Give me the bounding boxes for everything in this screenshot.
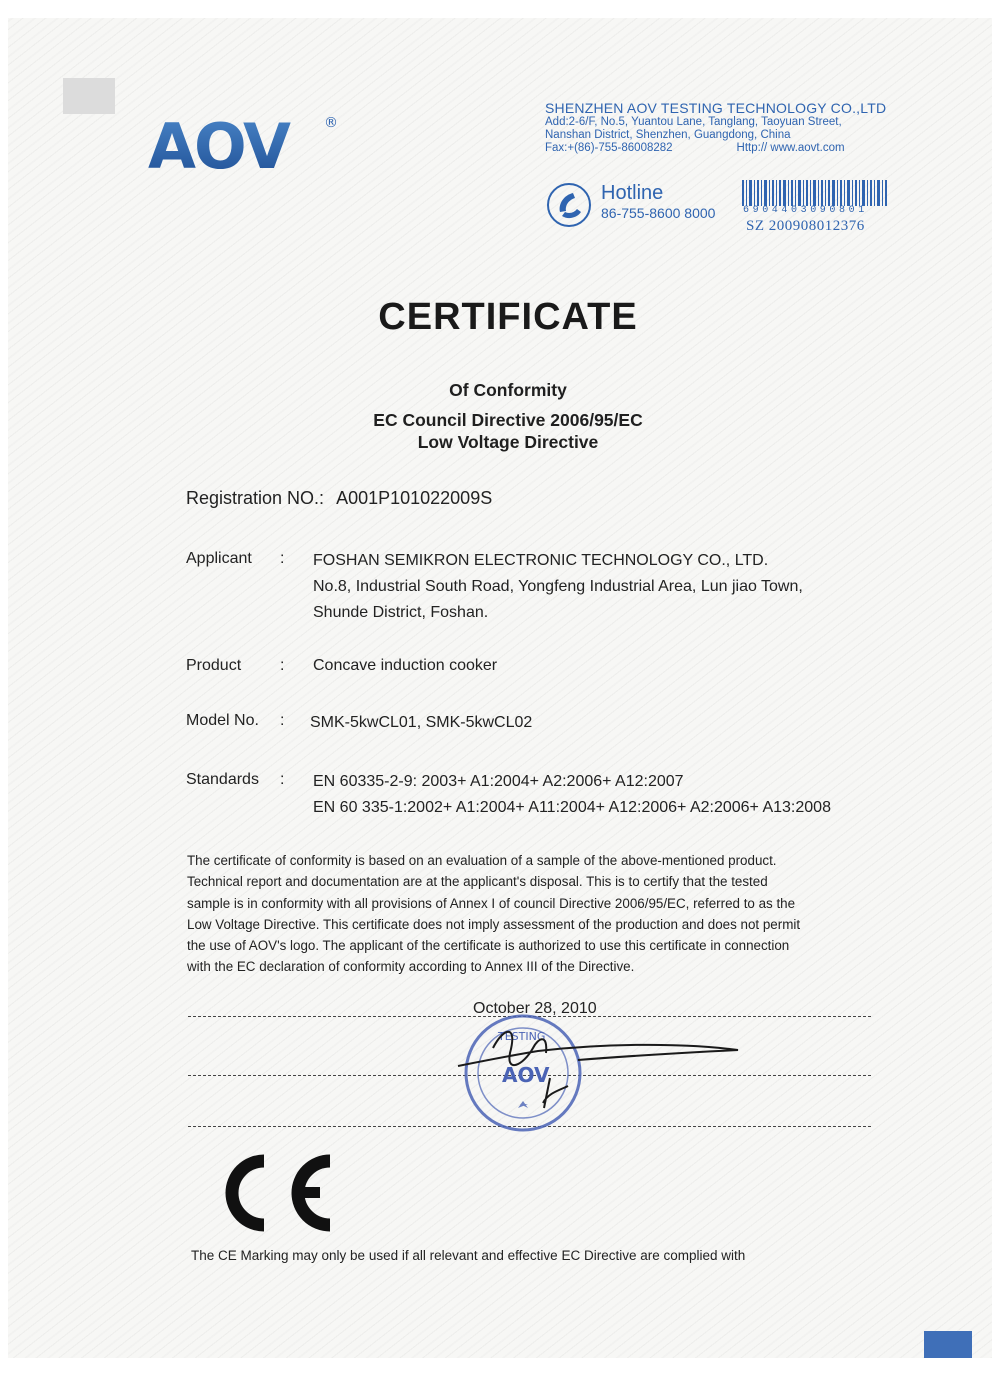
scan-gray-mark — [63, 78, 115, 114]
standard-item: EN 60335-2-9: 2003+ A1:2004+ A2:2006+ A12:2007 — [313, 773, 684, 790]
statement-line: sample is in conformity with all provisions of Annex I of council Directive 2006/95/EC, referred to as the — [187, 895, 796, 911]
directive-title: EC Council Directive 2006/95/EC — [373, 410, 643, 430]
website-link[interactable]: Http:// www.aovt.com — [736, 142, 845, 154]
standards-colon: : — [280, 771, 285, 788]
aov-logo — [148, 113, 348, 175]
product-colon: : — [280, 657, 285, 674]
ce-mark — [206, 1151, 336, 1235]
company-info — [545, 100, 886, 155]
product-value: Concave induction cooker — [313, 657, 498, 674]
statement-line: the use of AOV's logo. The applicant of the certificate is authorized to use this certificate in connection — [187, 938, 790, 954]
address-line: Add:2-6/F, No.5, Yuantou Lane, Tanglang, Taoyuan Street, — [545, 116, 842, 128]
stamp-text: TESTING — [498, 1030, 546, 1043]
applicant-address: Shunde District, Foshan. — [313, 604, 489, 621]
statement-line: Low Voltage Directive. This certificate does not imply assessment of the production and does not permit — [187, 916, 801, 932]
model-value: SMK-5kwCL01, SMK-5kwCL02 — [310, 714, 533, 731]
certificate-statement — [187, 850, 877, 978]
serial-number: SZ 200908012376 — [746, 218, 865, 234]
standards-value — [313, 769, 831, 821]
registration-label: Registration NO.: — [186, 488, 325, 508]
model-colon: : — [280, 712, 285, 729]
standards-label: Standards — [186, 771, 259, 788]
applicant-address: No.8, Industrial South Road, Yongfeng Industrial Area, Lun jiao Town, — [313, 578, 803, 595]
statement-line: Technical report and documentation are at the applicant's disposal. This is to certify that the tested — [187, 874, 768, 890]
registration-row — [186, 488, 492, 509]
directive-name: Low Voltage Directive — [417, 432, 599, 452]
applicant-name: FOSHAN SEMIKRON ELECTRONIC TECHNOLOGY CO., LTD. — [313, 552, 769, 569]
certificate-subtitle: Of Conformity — [449, 380, 567, 400]
hotline-block — [546, 180, 886, 240]
company-name: SHENZHEN AOV TESTING TECHNOLOGY CO.,LTD — [545, 100, 887, 116]
stamp-logo: AOV — [502, 1063, 550, 1087]
applicant-label: Applicant — [186, 550, 252, 567]
official-stamp — [448, 1008, 758, 1148]
fax-number: Fax:+(86)-755-86008282 — [545, 142, 673, 154]
barcode-digits: 6904403090801 — [743, 205, 868, 216]
model-label: Model No. — [186, 712, 259, 729]
phone-icon — [546, 182, 592, 228]
barcode — [742, 180, 888, 206]
standard-item: EN 60 335-1:2002+ A1:2004+ A11:2004+ A12:2006+ A2:2006+ A13:2008 — [313, 799, 831, 816]
applicant-value — [313, 548, 803, 626]
applicant-colon: : — [280, 550, 285, 567]
hotline-label: Hotline — [601, 182, 664, 204]
ce-marking-note: The CE Marking may only be used if all relevant and effective EC Directive are complied with — [191, 1248, 746, 1263]
product-label: Product — [186, 657, 242, 674]
statement-line: The certificate of conformity is based on an evaluation of a sample of the above-mentioned product. — [187, 853, 777, 868]
scan-blue-mark — [924, 1331, 972, 1358]
statement-line: with the EC declaration of conformity according to Annex III of the Directive. — [187, 959, 635, 975]
certificate-page — [8, 18, 992, 1358]
aov-logo-text: AOV — [148, 113, 290, 175]
registration-number: A001P101022009S — [336, 488, 493, 508]
certificate-title: CERTIFICATE — [378, 296, 638, 338]
hotline-number: 86-755-8600 8000 — [601, 205, 716, 221]
issue-date: October 28, 2010 — [473, 1000, 597, 1017]
address-line: Nanshan District, Shenzhen, Guangdong, China — [545, 129, 791, 141]
registered-mark: ® — [324, 115, 338, 131]
